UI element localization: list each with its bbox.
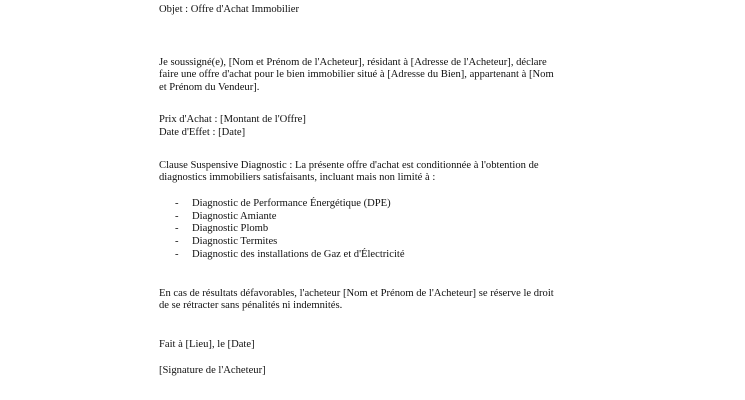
diagnostic-label: Diagnostic Plomb [192,223,269,235]
diagnostic-label: Diagnostic des installations de Gaz et d'Électricité [192,248,405,260]
purchase-price: Prix d'Achat : [Montant de l'Offre] [159,114,306,126]
clause-line: Clause Suspensive Diagnostic : La présente offre d'achat est conditionnée à l'obtention de [159,159,539,171]
bullet-dash: - [175,197,179,209]
suspensive-clause [159,160,589,185]
intro-line: Je soussigné(e), [Nom et Prénom de l'Acheteur], résidant à [Adresse de l'Acheteur], déclare [159,56,547,68]
outcome-paragraph [159,288,589,313]
list-item [159,249,589,262]
bullet-dash: - [175,223,179,235]
list-item [159,198,589,211]
outcome-line: En cas de résultats défavorables, l'acheteur [Nom et Prénom de l'Acheteur] se réserve le droit [159,287,554,299]
list-item [159,211,589,224]
outcome-line: de se rétracter sans pénalités ni indemnités. [159,300,343,312]
price-block [159,114,589,139]
intro-paragraph [159,57,589,95]
effective-date: Date d'Effet : [Date] [159,126,246,138]
diagnostics-list [159,198,589,262]
intro-line: faire une offre d'achat pour le bien immobilier situé à [Adresse du Bien], appartenant à [Nom [159,69,554,81]
bullet-dash: - [175,210,179,222]
place-and-date: Fait à [Lieu], le [Date] [159,338,255,350]
list-item [159,236,589,249]
diagnostic-label: Diagnostic Amiante [192,210,277,222]
bullet-dash: - [175,248,179,260]
diagnostic-label: Diagnostic de Performance Énergétique (DPE) [192,197,391,209]
intro-line: et Prénom du Vendeur]. [159,81,260,93]
diagnostic-label: Diagnostic Termites [192,236,278,248]
list-item [159,223,589,236]
document-page [159,4,589,377]
document-subject: Objet : Offre d'Achat Immobilier [159,4,299,15]
signature-line: [Signature de l'Acheteur] [159,364,266,376]
clause-line: diagnostics immobiliers satisfaisants, incluant mais non limité à : [159,172,436,184]
bullet-dash: - [175,236,179,248]
